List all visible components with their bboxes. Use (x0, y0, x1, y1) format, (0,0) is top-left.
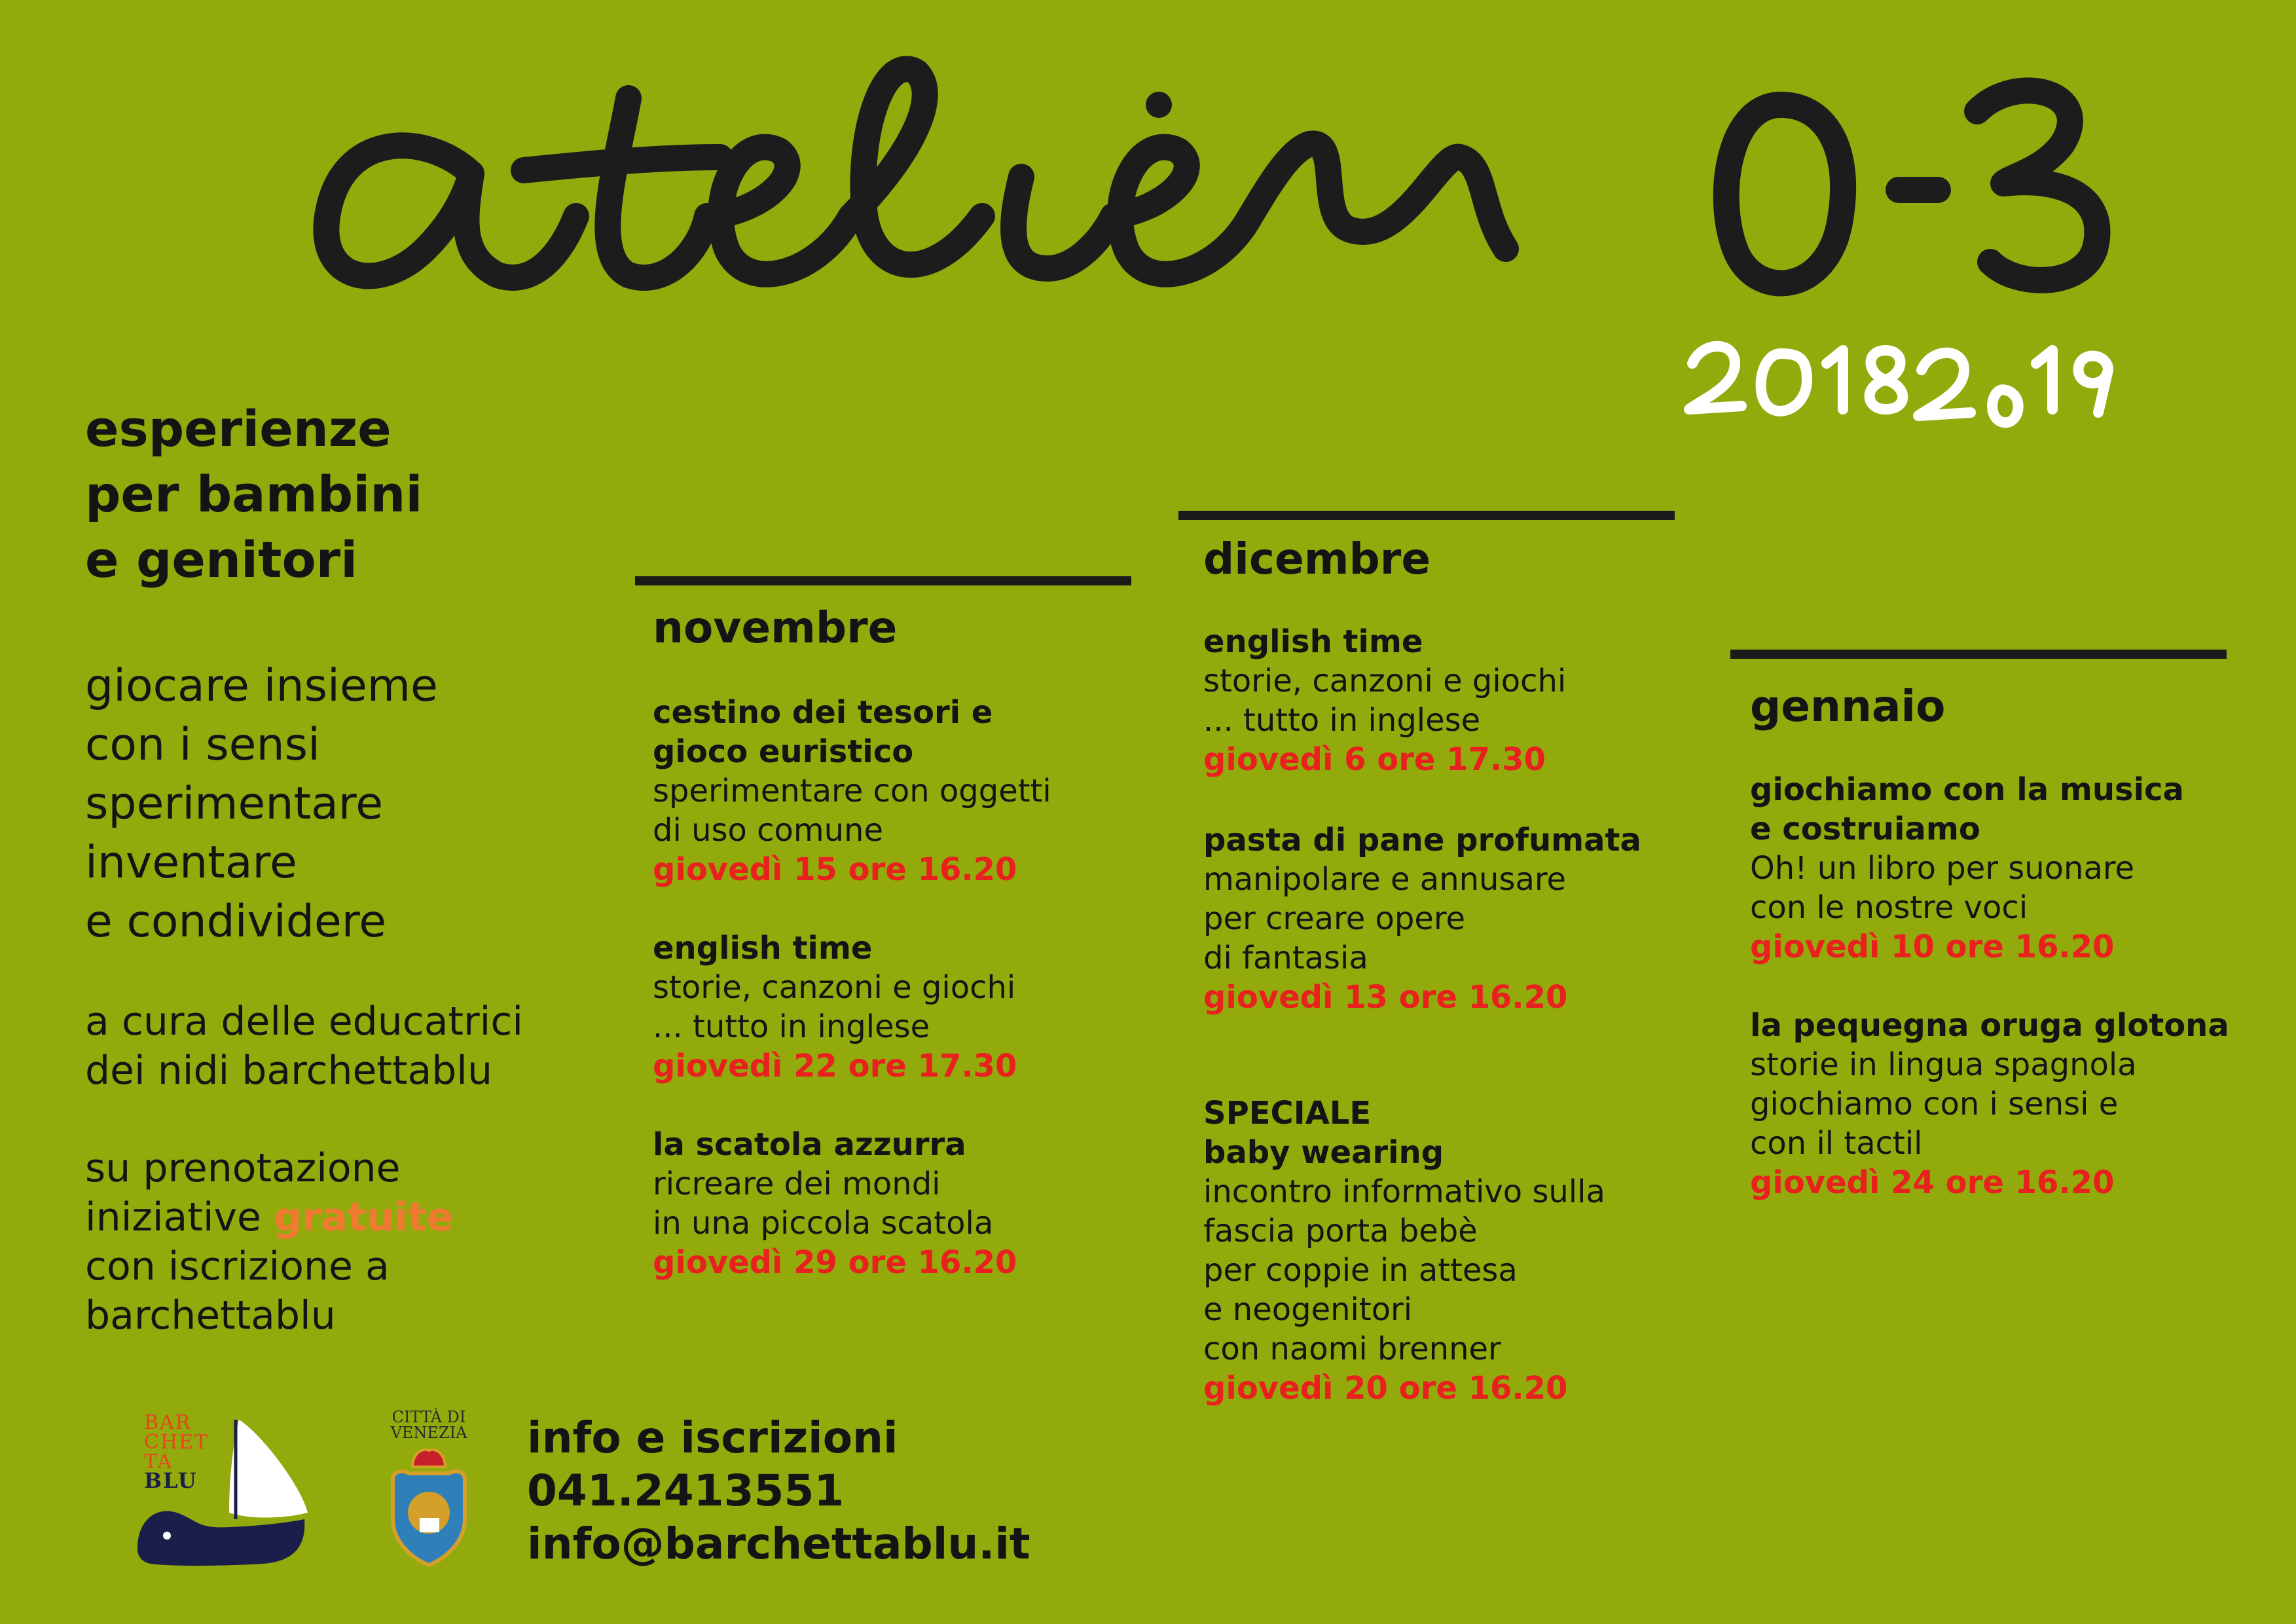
event-date: giovedì 15 ore 16.20 (653, 851, 1017, 888)
curated-line: dei nidi barchettablu (85, 1048, 493, 1094)
event-baby-wearing (1203, 1094, 1605, 1408)
month-gennaio: gennaio (1750, 681, 1946, 731)
event-title: english time (1203, 623, 1423, 660)
contact-block (527, 1411, 1030, 1570)
event-desc: con il tactil (1750, 1125, 1923, 1162)
contact-phone[interactable]: 041.2413551 (527, 1466, 845, 1516)
event-desc: Oh! un libro per suonare (1750, 850, 2135, 887)
month-novembre: novembre (653, 602, 898, 653)
event-cestino (653, 693, 1051, 889)
event-date: giovedì 29 ore 16.20 (653, 1244, 1017, 1281)
booking-line: con iscrizione a (85, 1244, 390, 1289)
event-desc: per coppie in attesa (1203, 1252, 1518, 1289)
intro-heading-line: per bambini (85, 465, 423, 523)
citta-di-venezia-logo (383, 1408, 475, 1568)
intro-heading (85, 396, 422, 593)
month-dicembre: dicembre (1203, 534, 1431, 584)
event-date: giovedì 22 ore 17.30 (653, 1048, 1017, 1084)
event-title: cestino dei tesori e (653, 694, 993, 731)
contact-label: info e iscrizioni (527, 1412, 898, 1463)
event-pasta-di-pane (1203, 821, 1641, 1017)
event-english-time-nov (653, 929, 1017, 1086)
event-title: e costruiamo (1750, 811, 1980, 847)
svg-text:BLU: BLU (144, 1468, 198, 1493)
barchettablu-logo (131, 1414, 321, 1572)
activity-line: inventare (85, 837, 297, 889)
booking-prefix: iniziative (85, 1194, 274, 1240)
dicembre-rule (1178, 511, 1675, 520)
event-date: giovedì 6 ore 17.30 (1203, 741, 1546, 778)
event-date: giovedì 13 ore 16.20 (1203, 979, 1568, 1016)
gennaio-rule (1730, 650, 2227, 659)
booking-line: su prenotazione (85, 1145, 401, 1191)
event-desc: incontro informativo sulla (1203, 1173, 1605, 1210)
event-desc: giochiamo con i sensi e (1750, 1086, 2119, 1122)
svg-text:TA: TA (144, 1450, 173, 1473)
svg-text:CITTÀ DI: CITTÀ DI (392, 1408, 466, 1426)
event-title: la scatola azzurra (653, 1126, 966, 1163)
event-desc: storie in lingua spagnola (1750, 1046, 2137, 1083)
intro-heading-line: esperienze (85, 399, 392, 458)
event-english-time-dec (1203, 622, 1566, 779)
activity-line: con i sensi (85, 719, 320, 771)
event-desc: ... tutto in inglese (1203, 702, 1481, 739)
event-desc: fascia porta bebè (1203, 1213, 1478, 1249)
activity-line: sperimentare (85, 778, 384, 830)
event-oruga (1750, 1006, 2229, 1202)
event-title: english time (653, 930, 873, 967)
event-date: giovedì 20 ore 16.20 (1203, 1370, 1568, 1407)
event-date: giovedì 10 ore 16.20 (1750, 929, 2115, 965)
intro-curated (85, 997, 523, 1096)
event-desc: manipolare e annusare (1203, 861, 1567, 898)
activity-line: giocare insieme (85, 660, 438, 712)
event-desc: di uso comune (653, 812, 884, 849)
event-title: gioco euristico (653, 733, 914, 770)
event-scatola-azzurra (653, 1125, 1017, 1282)
intro-booking (85, 1144, 453, 1340)
svg-text:BAR: BAR (144, 1414, 192, 1434)
event-desc: per creare opere (1203, 900, 1466, 937)
svg-text:VENEZIA: VENEZIA (390, 1424, 467, 1442)
svg-text:CHET: CHET (144, 1431, 210, 1454)
event-title: pasta di pane profumata (1203, 822, 1641, 858)
activity-line: e condividere (85, 896, 387, 948)
event-desc: in una piccola scatola (653, 1205, 994, 1242)
event-musica (1750, 770, 2184, 967)
event-desc: storie, canzoni e giochi (1203, 663, 1567, 699)
event-title: la pequegna oruga glotona (1750, 1007, 2229, 1044)
event-date: giovedì 24 ore 16.20 (1750, 1164, 2115, 1201)
contact-email[interactable]: info@barchettablu.it (527, 1519, 1030, 1569)
event-title: giochiamo con la musica (1750, 771, 2184, 808)
event-title: SPECIALE (1203, 1095, 1372, 1132)
curated-line: a cura delle educatrici (85, 999, 523, 1044)
event-desc: sperimentare con oggetti (653, 773, 1051, 809)
event-desc: ... tutto in inglese (653, 1008, 930, 1045)
event-desc: con naomi brenner (1203, 1331, 1501, 1367)
event-desc: storie, canzoni e giochi (653, 969, 1016, 1006)
event-desc: e neogenitori (1203, 1291, 1413, 1328)
novembre-rule (635, 576, 1131, 585)
event-desc: con le nostre voci (1750, 889, 2028, 926)
intro-activities (85, 657, 438, 951)
intro-heading-line: e genitori (85, 530, 358, 589)
free-highlight: gratuite (274, 1194, 454, 1240)
booking-line (85, 1193, 453, 1242)
event-desc: ricreare dei mondi (653, 1166, 941, 1202)
booking-line: barchettablu (85, 1293, 336, 1338)
event-title: baby wearing (1203, 1134, 1444, 1171)
event-desc: di fantasia (1203, 940, 1368, 976)
